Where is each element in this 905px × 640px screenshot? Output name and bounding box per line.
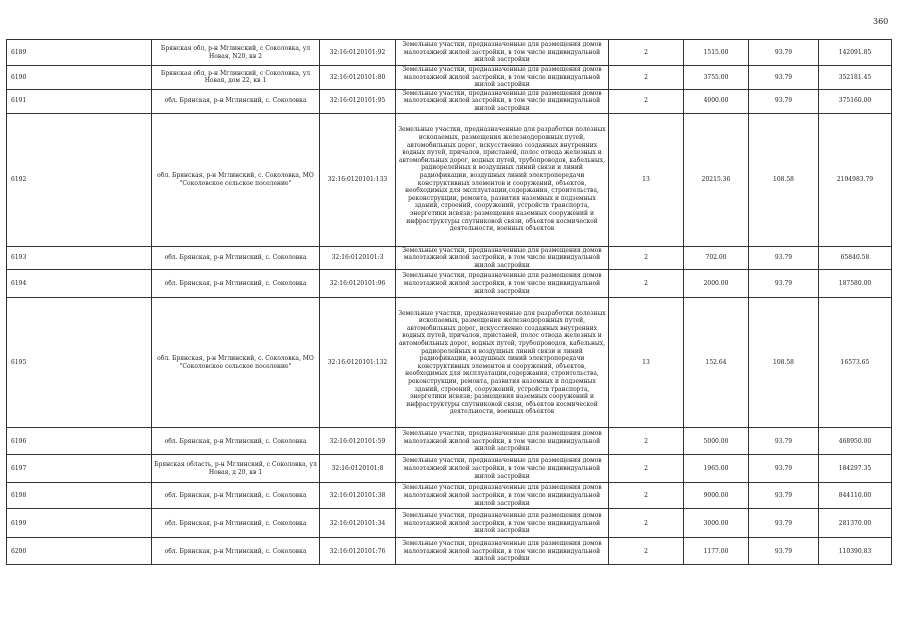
table-row (7, 40, 892, 66)
cadastral-value-cell: 184297.35 (819, 455, 892, 483)
cadastral-number-cell: 32:16:0120101:34 (320, 509, 396, 538)
group-cell: 2 (609, 246, 684, 270)
group-cell: 2 (609, 483, 684, 509)
table-row (7, 509, 892, 538)
table-row (7, 270, 892, 298)
area-cell: 1965.00 (684, 455, 749, 483)
land-use-cell: Земельные участки, предназначенные для размещения домов малоэтажной жилой застройки, в том числе индивидуальной жилой застройки (396, 40, 609, 66)
area-cell: 9000.00 (684, 483, 749, 509)
group-cell: 2 (609, 509, 684, 538)
address-cell: обл. Брянская, р-н Мглинский, с. Соколовка (152, 89, 320, 113)
area-cell: 3000.00 (684, 509, 749, 538)
rate-cell: 93.79 (749, 66, 819, 90)
group-cell: 2 (609, 66, 684, 90)
cadastral-number-cell: 32:16:0120101:38 (320, 483, 396, 509)
group-cell: 13 (609, 298, 684, 428)
cadastral-number-cell: 32:16:0120101:76 (320, 538, 396, 565)
table-row (7, 428, 892, 455)
rate-cell: 93.79 (749, 428, 819, 455)
land-use-cell: Земельные участки, предназначенные для размещения домов малоэтажной жилой застройки, в том числе индивидуальной жилой застройки (396, 509, 609, 538)
table-row (7, 66, 892, 90)
area-cell: 152.64 (684, 298, 749, 428)
address-cell: обл. Брянская, р-н Мглинский, с. Соколовка (152, 483, 320, 509)
cadastral-number-cell: 32:16:0120101:59 (320, 428, 396, 455)
rate-cell: 93.79 (749, 89, 819, 113)
area-cell: 4000.00 (684, 89, 749, 113)
row-number: 6197 (7, 455, 152, 483)
cadastral-value-cell: 187580.00 (819, 270, 892, 298)
row-number: 6196 (7, 428, 152, 455)
row-number: 6195 (7, 298, 152, 428)
area-cell: 1515.00 (684, 40, 749, 66)
cadastral-number-cell: 32:16:0120101:8 (320, 455, 396, 483)
rate-cell: 93.79 (749, 270, 819, 298)
row-number: 6193 (7, 246, 152, 270)
rate-cell: 93.79 (749, 40, 819, 66)
land-use-cell: Земельные участки, предназначенные для размещения домов малоэтажной жилой застройки, в том числе индивидуальной жилой застройки (396, 89, 609, 113)
rate-cell: 108.58 (749, 113, 819, 246)
table-row (7, 246, 892, 270)
area-cell: 20215.36 (684, 113, 749, 246)
land-use-cell: Земельные участки, предназначенные для размещения домов малоэтажной жилой застройки, в том числе индивидуальной жилой застройки (396, 66, 609, 90)
table-row (7, 113, 892, 246)
area-cell: 2000.00 (684, 270, 749, 298)
table-row (7, 455, 892, 483)
address-cell: Брянская обл, р-н Мглинский, с Соколовка, ул Новая, дом 22, кв 1 (152, 66, 320, 90)
cadastral-value-cell: 142091.85 (819, 40, 892, 66)
row-number: 6199 (7, 509, 152, 538)
rate-cell: 93.79 (749, 455, 819, 483)
row-number: 6191 (7, 89, 152, 113)
cadastral-number-cell: 32:16:0120101:133 (320, 113, 396, 246)
table-body (7, 40, 892, 565)
group-cell: 2 (609, 89, 684, 113)
rate-cell: 93.79 (749, 509, 819, 538)
area-cell: 702.00 (684, 246, 749, 270)
address-cell: обл. Брянская, р-н Мглинский, с. Соколовка (152, 246, 320, 270)
address-cell: обл. Брянская, р-н Мглинский, с. Соколовка (152, 428, 320, 455)
area-cell: 5000.00 (684, 428, 749, 455)
group-cell: 2 (609, 455, 684, 483)
rate-cell: 93.79 (749, 246, 819, 270)
address-cell: обл. Брянская, р-н Мглинский, с. Соколовка (152, 538, 320, 565)
area-cell: 1177.00 (684, 538, 749, 565)
cadastral-value-cell: 2194983.79 (819, 113, 892, 246)
address-cell: обл. Брянская, р-н Мглинский, с. Соколовка (152, 509, 320, 538)
land-use-cell: Земельные участки, предназначенные для размещения домов малоэтажной жилой застройки, в том числе индивидуальной жилой застройки (396, 428, 609, 455)
cadastral-number-cell: 32:16:0120101:95 (320, 89, 396, 113)
rate-cell: 108.58 (749, 298, 819, 428)
land-use-cell: Земельные участки, предназначенные для размещения домов малоэтажной жилой застройки, в том числе индивидуальной жилой застройки (396, 483, 609, 509)
row-number: 6192 (7, 113, 152, 246)
group-cell: 13 (609, 113, 684, 246)
table-row (7, 298, 892, 428)
cadastral-value-cell: 65840.58 (819, 246, 892, 270)
table-row (7, 89, 892, 113)
address-cell: обл. Брянская, р-н Мглинский, с. Соколовка, МО "Соколовское сельское поселение" (152, 298, 320, 428)
rate-cell: 93.79 (749, 483, 819, 509)
cadastral-value-cell: 281370.00 (819, 509, 892, 538)
group-cell: 2 (609, 40, 684, 66)
cadastral-value-cell: 16573.65 (819, 298, 892, 428)
cadastral-value-cell: 352181.45 (819, 66, 892, 90)
land-use-cell: Земельные участки, предназначенные для размещения домов малоэтажной жилой застройки, в том числе индивидуальной жилой застройки (396, 246, 609, 270)
cadastral-value-table (6, 39, 892, 565)
cadastral-value-cell: 844110.00 (819, 483, 892, 509)
row-number: 6190 (7, 66, 152, 90)
row-number: 6194 (7, 270, 152, 298)
cadastral-value-cell: 375160.00 (819, 89, 892, 113)
land-use-cell: Земельные участки, предназначенные для разработки полезных ископаемых, размещения железнодорожных путей, автомобильных дорог, искусственно созданных внутренних водных путей, причалов, пристаней, полос отвода железных и автомобильных дорог, водных путей, трубопроводов, кабельных, радиорелейных и воздушных линий связи и линий радиофикации, воздушных линий электропередачи конструктивных элементов и сооружений, объектов, необходимых для эксплуатации,содержания, строительства, реконструкции, ремонта, развития наземных и подземных зданий, строений, сооружений, устройств транспорта, энергетики исвязи; размещения наземных сооружений и инфраструктуры спутниковой связи, объектов космической деятельности, военных объектов (396, 298, 609, 428)
table-row (7, 483, 892, 509)
row-number: 6200 (7, 538, 152, 565)
land-use-cell: Земельные участки, предназначенные для размещения домов малоэтажной жилой застройки, в том числе индивидуальной жилой застройки (396, 455, 609, 483)
row-number: 6198 (7, 483, 152, 509)
land-use-cell: Земельные участки, предназначенные для размещения домов малоэтажной жилой застройки, в том числе индивидуальной жилой застройки (396, 270, 609, 298)
row-number: 6189 (7, 40, 152, 66)
area-cell: 3755.00 (684, 66, 749, 90)
address-cell: Брянская область, р-н Мглинский, с Соколовка, ул Новая, д 20, кв 1 (152, 455, 320, 483)
land-use-cell: Земельные участки, предназначенные для размещения домов малоэтажной жилой застройки, в том числе индивидуальной жилой застройки (396, 538, 609, 565)
cadastral-number-cell: 32:16:0120101:3 (320, 246, 396, 270)
address-cell: обл. Брянская, р-н Мглинский, с. Соколовка, МО "Соколовское сельское поселение" (152, 113, 320, 246)
cadastral-number-cell: 32:16:0120101:96 (320, 270, 396, 298)
cadastral-value-cell: 468950.00 (819, 428, 892, 455)
land-use-cell: Земельные участки, предназначенные для разработки полезных ископаемых, размещения железнодорожных путей, автомобильных дорог, искусственно созданных внутренних водных путей, причалов, пристаней, полос отвода железных и автомобильных дорог, водных путей, трубопроводов, кабельных, радиорелейных и воздушных линий связи и линий радиофикации, воздушных линий электропередачи конструктивных элементов и сооружений, объектов, необходимых для эксплуатации,содержания, строительства, реконструкции, ремонта, развития наземных и подземных зданий, строений, сооружений, устройств транспорта, энергетики исвязи; размещения наземных сооружений и инфраструктуры спутниковой связи, объектов космической деятельности, военных объектов (396, 113, 609, 246)
cadastral-number-cell: 32:16:0120101:132 (320, 298, 396, 428)
group-cell: 2 (609, 428, 684, 455)
cadastral-value-cell: 110390.83 (819, 538, 892, 565)
cadastral-number-cell: 32:16:0120101:92 (320, 40, 396, 66)
address-cell: Брянская обл, р-н Мглинский, с Соколовка, ул Новая, N20, кв 2 (152, 40, 320, 66)
rate-cell: 93.79 (749, 538, 819, 565)
table-row (7, 538, 892, 565)
address-cell: обл. Брянская, р-н Мглинский, с. Соколовка (152, 270, 320, 298)
group-cell: 2 (609, 270, 684, 298)
page-number: 360 (873, 17, 889, 26)
group-cell: 2 (609, 538, 684, 565)
cadastral-number-cell: 32:16:0120101:80 (320, 66, 396, 90)
